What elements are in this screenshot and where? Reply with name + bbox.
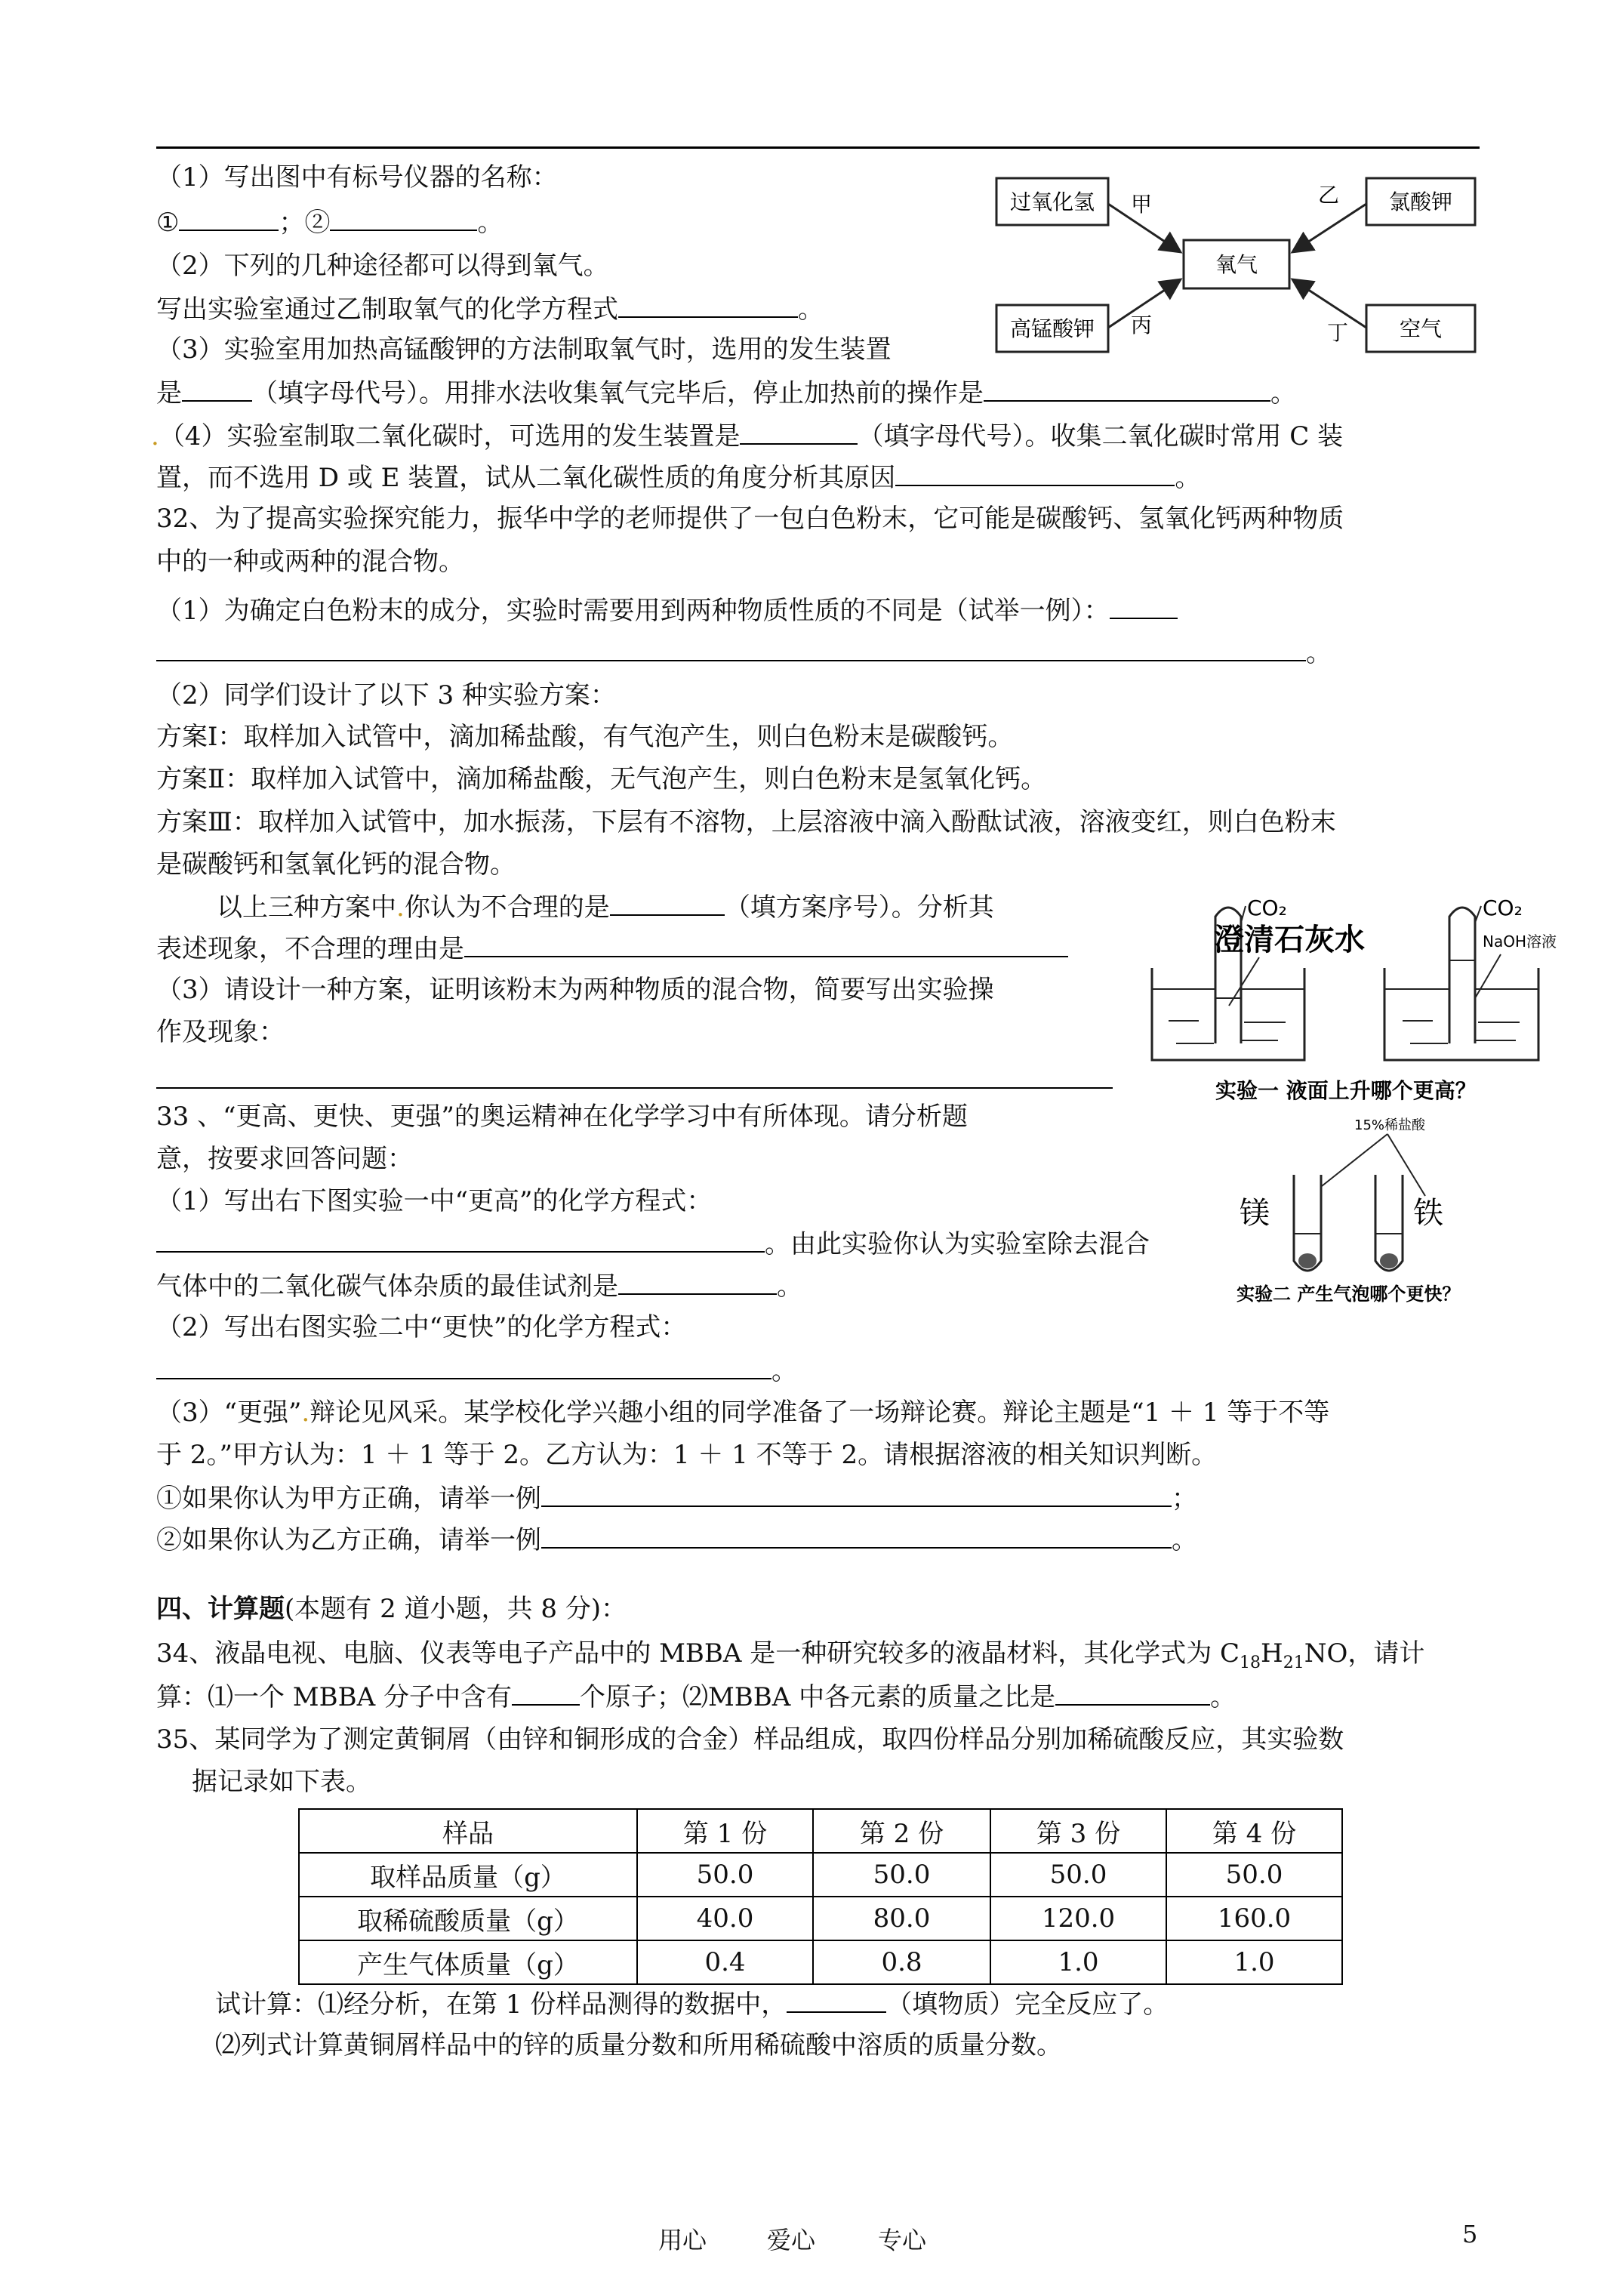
answer-blank[interactable] [156, 634, 1306, 661]
table-cell: 取样品质量（g） [299, 1853, 637, 1897]
co2-label-right: CO₂ [1483, 895, 1523, 920]
text: 算：⑴一个 MBBA 分子中含有 [156, 1682, 512, 1712]
text: （填物质）完全反应了。 [886, 1989, 1169, 2020]
q32-plan3-line1: 方案Ⅲ：取样加入试管中，加水振荡，下层有不溶物，上层溶液中滴入酚酞试液，溶液变红，则白色粉末 [156, 807, 1336, 837]
period: 。 [1210, 1682, 1236, 1712]
table-row [299, 1897, 1342, 1940]
answer-blank[interactable] [618, 291, 798, 318]
box-hydrogen-peroxide [996, 178, 1108, 225]
q33-part1: （1）写出右下图实验一中“更高”的化学方程式： [156, 1186, 713, 1216]
q32-plan1: 方案Ⅰ：取样加入试管中，滴加稀盐酸，有气泡产生，则白色粉末是碳酸钙。 [156, 722, 1014, 752]
text: ①如果你认为甲方正确，请举一例 [156, 1484, 541, 1514]
answer-blank[interactable] [1055, 1678, 1210, 1706]
table-cell: 40.0 [637, 1897, 813, 1940]
q32-intro-line2: 中的一种或两种的混合物。 [156, 547, 464, 577]
text: NO，请计 [1304, 1638, 1425, 1669]
q32-part3-line2: 作及现象： [156, 1017, 285, 1047]
label: 氯酸钾 [1388, 190, 1453, 214]
text: 是 [156, 378, 182, 408]
table-cell: 50.0 [1166, 1853, 1342, 1897]
table-cell: 0.4 [637, 1940, 813, 1984]
text: 表述现象，不合理的理由是 [156, 934, 464, 964]
answer-blank[interactable] [541, 1480, 1172, 1507]
answer-blank[interactable] [618, 1268, 777, 1295]
period: 。 [798, 294, 824, 325]
text: （1）为确定白色粉末的成分，实验时需要用到两种物质性质的不同是（试举一例）： [156, 596, 1110, 626]
iron-label: 铁 [1413, 1196, 1443, 1231]
footer-motto-2: 爱心 [767, 2226, 816, 2254]
footer-motto-1: 用心 [658, 2226, 707, 2254]
table-cell: 50.0 [990, 1853, 1166, 1897]
subscript: 21 [1283, 1653, 1304, 1672]
experiment2-diagram [1229, 1113, 1561, 1309]
answer-blank[interactable] [984, 374, 1270, 402]
oxygen-pathway-diagram [986, 168, 1484, 361]
q32-judge-line2 [156, 930, 1068, 966]
label: 氧气 [1215, 252, 1258, 277]
text: ②如果你认为乙方正确，请举一例 [156, 1525, 541, 1555]
section4-heading [156, 1592, 627, 1626]
arrow-yi [1292, 204, 1366, 252]
box-potassium-permanganate [996, 305, 1108, 352]
table-header-cell: 样品 [299, 1809, 637, 1853]
footer-motto-3: 专心 [878, 2226, 927, 2254]
label: 空气 [1399, 316, 1443, 341]
test-tube-magnesium [1294, 1175, 1321, 1271]
table-header-row [299, 1809, 1342, 1853]
q32-part1 [156, 592, 1178, 628]
text: H [1261, 1638, 1283, 1669]
test-tube-right [1449, 908, 1475, 1043]
answer-blank[interactable] [740, 418, 858, 445]
q33-part1-line2 [156, 1225, 1150, 1262]
table-header-cell: 第 4 份 [1166, 1809, 1342, 1853]
box-potassium-chlorate [1366, 178, 1475, 225]
q32-plan2: 方案Ⅱ：取样加入试管中，滴加稀盐酸，无气泡产生，则白色粉末是氢氧化钙。 [156, 764, 1047, 794]
experiment2-caption: 实验二 产生气泡哪个更快？ [1236, 1284, 1461, 1305]
q32-intro-line1: 32、为了提高实验探究能力，振华中学的老师提供了一包白色粉末，它可能是碳酸钙、氢氧化钙两种物质 [156, 504, 1344, 534]
magnesium-label: 镁 [1240, 1196, 1270, 1231]
mark-dot: . [301, 1398, 310, 1428]
period: 。 [1270, 378, 1296, 408]
table-cell: 50.0 [813, 1853, 990, 1897]
text: 气体中的二氧化碳气体杂质的最佳试剂是 [156, 1271, 618, 1302]
table-header-cell: 第 1 份 [637, 1809, 813, 1853]
naoh-label: NaOH溶液 [1483, 932, 1557, 951]
q33-part3-line2: 于 2。”甲方认为：1 ＋ 1 等于 2。乙方认为：1 ＋ 1 不等于 2。请根据溶液的相关知识判断。 [156, 1440, 1218, 1470]
q32-part1-line2 [156, 634, 1332, 670]
q33-part1-line3 [156, 1268, 802, 1304]
period: 。 [1175, 463, 1201, 493]
label: 过氧化氢 [1009, 190, 1095, 214]
answer-blank[interactable] [610, 889, 725, 916]
text: （填字母代号）。用排水法收集氧气完毕后，停止加热前的操作是 [252, 378, 984, 408]
period: 。 [477, 208, 504, 238]
q34-line2 [156, 1678, 1236, 1715]
limewater-label: 澄清石灰水 [1214, 923, 1365, 957]
q31-part2-equation [156, 291, 824, 327]
label-bing: 丙 [1131, 313, 1153, 337]
answer-blank[interactable] [541, 1521, 1172, 1549]
q33-intro-line2: 意，按要求回答问题： [156, 1144, 413, 1174]
label-yi: 乙 [1318, 183, 1340, 208]
period: 。 [777, 1271, 802, 1302]
label: 高锰酸钾 [1009, 316, 1095, 341]
text: 以上三种方案中 [217, 892, 396, 923]
text: 你认为不合理的是 [404, 892, 610, 923]
section-title: 四、计算题 [156, 1594, 285, 1624]
header-rule [156, 146, 1480, 149]
q31-part3-line1: （3）实验室用加热高锰酸钾的方法制取氧气时，选用的发生装置 [156, 334, 892, 365]
test-tube-iron [1375, 1175, 1403, 1271]
subscript: 18 [1240, 1653, 1261, 1672]
text: 辩论见风采。某学校化学兴趣小组的同学准备了一场辩论赛。辩论主题是“1 ＋ 1 等于不等 [310, 1398, 1330, 1428]
table-header-cell: 第 2 份 [813, 1809, 990, 1853]
text: 34、液晶电视、电脑、仪表等电子产品中的 MBBA 是一种研究较多的液晶材料，其化学式为 C [156, 1638, 1240, 1669]
box-air [1366, 305, 1475, 352]
circle-1: ① [156, 208, 180, 238]
table-cell: 50.0 [637, 1853, 813, 1897]
answer-blank[interactable] [464, 930, 1068, 957]
table-cell: 产生气体质量（g） [299, 1940, 637, 1984]
table-cell: 0.8 [813, 1940, 990, 1984]
sample-data-table [298, 1808, 1343, 1985]
label-jia: 甲 [1131, 192, 1153, 217]
q31-part1-answers [156, 204, 503, 240]
mark-dot: . [396, 892, 405, 923]
text: 写出实验室通过乙制取氧气的化学方程式 [156, 294, 618, 325]
q35-calc2: ⑵列式计算黄铜屑样品中的锌的质量分数和所用稀硫酸中溶质的质量分数。 [215, 2030, 1062, 2060]
table-header-cell: 第 3 份 [990, 1809, 1166, 1853]
q31-part2: （2）下列的几种途径都可以得到氧气。 [156, 251, 609, 281]
table-cell: 80.0 [813, 1897, 990, 1940]
text: 。由此实验你认为实验室除去混合 [765, 1229, 1150, 1259]
table-cell: 160.0 [1166, 1897, 1342, 1940]
acid-label: 15%稀盐酸 [1354, 1117, 1426, 1133]
q35-calc1 [215, 1986, 1169, 2022]
mark-dot: . [151, 421, 159, 451]
text: （4）实验室制取二氧化碳时，可选用的发生装置是 [159, 421, 741, 451]
q32-part3-line1: （3）请设计一种方案，证明该粉末为两种物质的混合物，简要写出实验操 [156, 975, 994, 1005]
label-ding: 丁 [1327, 320, 1349, 345]
table-cell: 1.0 [990, 1940, 1166, 1984]
text: 置，而不选用 D 或 E 装置，试从二氧化碳性质的角度分析其原因 [156, 463, 896, 493]
period: 。 [1306, 638, 1332, 668]
table-cell: 1.0 [1166, 1940, 1342, 1984]
q35-line2: 据记录如下表。 [192, 1767, 371, 1797]
q31-part4-line2 [156, 459, 1200, 495]
q33-option1 [156, 1480, 1197, 1516]
answer-blank[interactable] [787, 1986, 886, 2013]
q33-option2 [156, 1521, 1197, 1558]
answer-blank[interactable] [330, 204, 477, 231]
q32-plan3-line2: 是碳酸钙和氢氧化钙的混合物。 [156, 849, 516, 880]
table-row [299, 1853, 1342, 1897]
period: 。 [1172, 1525, 1197, 1555]
answer-blank[interactable] [156, 1352, 771, 1379]
period: 。 [771, 1356, 797, 1386]
q33-part2: （2）写出右图实验二中“更快”的化学方程式： [156, 1312, 687, 1342]
experiment1-caption: 实验一 液面上升哪个更高？ [1215, 1078, 1477, 1103]
text: （3）“更强” [156, 1398, 302, 1428]
q31-part1: （1）写出图中有标号仪器的名称： [156, 162, 558, 193]
q35-line1: 35、某同学为了测定黄铜屑（由锌和铜形成的合金）样品组成，取四份样品分别加稀硫酸反应，其实验数 [156, 1724, 1344, 1755]
answer-blank[interactable] [895, 459, 1175, 486]
section-note: (本题有 2 道小题，共 8 分)： [285, 1594, 627, 1624]
answer-blank[interactable] [156, 1225, 765, 1253]
answer-line[interactable] [156, 1087, 1113, 1089]
q31-part4-line1 [151, 418, 1343, 454]
text: 试计算：⑴经分析，在第 1 份样品测得的数据中， [215, 1989, 787, 2020]
table-cell: 取稀硫酸质量（g） [299, 1897, 637, 1940]
q33-part2-line2 [156, 1352, 797, 1388]
q34-line1 [156, 1636, 1424, 1681]
answer-blank[interactable] [1110, 592, 1178, 619]
q32-judge-line1 [217, 889, 994, 925]
sep: ；② [279, 208, 331, 238]
answer-blank[interactable] [179, 204, 279, 231]
q31-part3-line2 [156, 374, 1296, 411]
answer-blank[interactable] [182, 374, 252, 402]
q33-part3-line1 [156, 1395, 1329, 1430]
text: ； [1172, 1484, 1197, 1514]
table-row [299, 1940, 1342, 1984]
experiment1-diagram [1146, 885, 1557, 1111]
table-cell: 120.0 [990, 1897, 1166, 1940]
co2-label-left: CO₂ [1247, 895, 1287, 920]
text: （填方案序号）。分析其 [724, 892, 994, 923]
answer-blank[interactable] [512, 1678, 580, 1706]
page-number: 5 [1462, 2220, 1478, 2248]
q33-intro-line1: 33 、“更高、更快、更强”的奥运精神在化学学习中有所体现。请分析题 [156, 1102, 968, 1132]
q32-part2: （2）同学们设计了以下 3 种实验方案： [156, 680, 616, 710]
text: （填字母代号）。收集二氧化碳时常用 C 装 [858, 421, 1344, 451]
text: 个原子；⑵MBBA 中各元素的质量之比是 [579, 1682, 1056, 1712]
box-oxygen [1184, 240, 1289, 288]
